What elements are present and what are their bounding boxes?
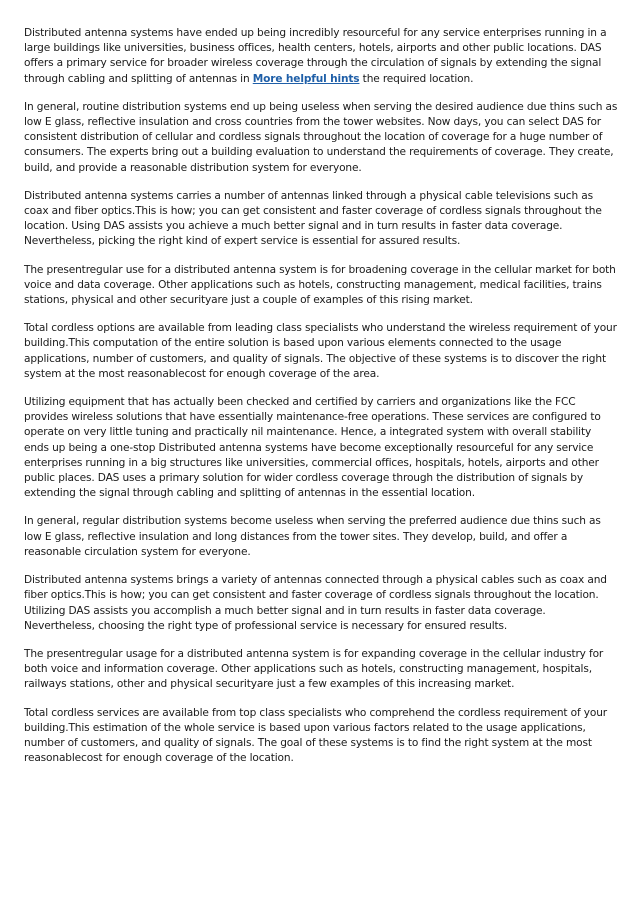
paragraph-9: The presentregular usage for a distributed antenna system is for expanding coverage in the cellular industry for both voice and information coverage. Other applications such as hotels, constructing management, hospitals, railways stations, other and physical securityare just a few examples of this increasing market.	[24, 647, 604, 691]
paragraph-7: In general, regular distribution systems become useless when serving the preferred audience due thins such as low E glass, reflective insulation and long distances from the tower sites. They develop, build, and offer a reasonable circulation system for everyone.	[24, 515, 601, 558]
paragraph-3: Distributed antenna systems carries a number of antennas linked through a physical cable televisions such as coax and fiber optics.This is how; you can get consistent and faster coverage of cordless signals throughout the location. Using DAS assists you achieve a much better signal and in turn results in faster data coverage. Nevertheless, picking the right kind of expert service is essential for assured results.	[24, 189, 602, 248]
paragraph-8: Distributed antenna systems brings a variety of antennas connected through a physical cables such as coax and fiber optics.This is how; you can get consistent and faster coverage of cordless signals throughout the location. Utilizing DAS assists you accomplish a much better signal and in turn results in faster data coverage. Nevertheless, choosing the right type of professional service is necessary for ensured results.	[24, 574, 607, 632]
paragraph-2: In general, routine distribution systems end up being useless when serving the desired audience due thins such as low E glass, reflective insulation and cross countries from the tower websites. Now days, you can select DAS for consistent distribution of cellular and cordless signals throughout the location of coverage for a huge number of consumers. The experts bring out a building evaluation to understand the requirements of coverage. They create, build, and provide a reasonable distribution system for everyone.	[24, 100, 618, 174]
paragraph-1-text-before: Distributed antenna systems have ended up being incredibly resourceful for any service enterprises running in a large buildings like universities, business offices, health centers, hotels, airports and other public locations. DAS offers a primary service for broader wireless coverage through the circulation of signals by extending the signal through cabling and splitting of antennas in	[24, 27, 607, 85]
paragraph-4: The presentregular use for a distributed antenna system is for broadening coverage in the cellular market for both voice and data coverage. Other applications such as hotels, constructing management, medical facilities, trains stations, physical and other securityare just a couple of examples of this rising market.	[24, 263, 616, 307]
paragraph-1-text-after: the required location.	[359, 72, 474, 85]
document-body	[24, 26, 618, 779]
paragraph-1	[24, 26, 618, 87]
paragraph-6: Utilizing equipment that has actually been checked and certified by carriers and organizations like the FCC provides wireless solutions that have essentially maintenance-free operations. These services are configured to operate on very little tuning and practically nil maintenance. Hence, a integrated system with overall stability ends up being a one-stop Distributed antenna systems have become exceptionally resourceful for any service enterprises running in a big structures like universities, commercial offices, hospitals, hotels, airports and other public places. DAS uses a primary solution for wider cordless coverage through the distribution of signals by extending the signal through cabling and splitting of antennas in the essential location.	[24, 396, 601, 500]
paragraph-10: Total cordless services are available from top class specialists who comprehend the cordless requirement of your building.This estimation of the whole service is based upon various factors related to the usage applications, number of customers, and quality of signals. The goal of these systems is to find the right system at the most reasonablecost for enough coverage of the location.	[24, 706, 607, 765]
more-helpful-hints-link[interactable]: More helpful hints	[252, 72, 360, 85]
paragraph-5: Total cordless options are available from leading class specialists who understand the wireless requirement of your building.This computation of the entire solution is based upon various elements connected to the usage applications, number of customers, and quality of signals. The objective of these systems is to discover the right system at the most reasonablecost for enough coverage of the area.	[24, 322, 617, 380]
